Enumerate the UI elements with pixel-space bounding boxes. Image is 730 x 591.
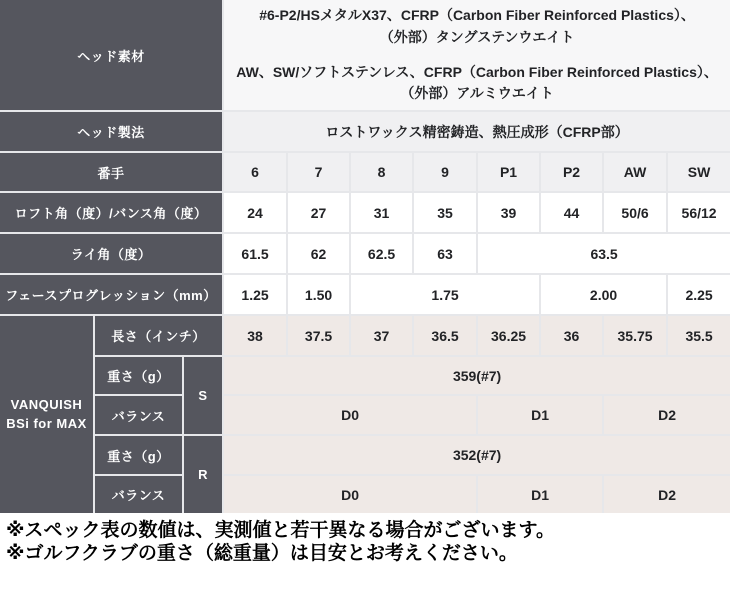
cell-balance-r: D0 (223, 475, 477, 513)
cell-face-progression: 2.25 (667, 274, 730, 315)
cell-balance-s: D2 (603, 395, 730, 435)
cell-face-progression-merged: 1.75 (350, 274, 540, 315)
cell-balance-s: D0 (223, 395, 477, 435)
cell-length: 36.5 (413, 315, 477, 356)
cell-balance-s: D1 (477, 395, 603, 435)
cell-loft: 56/12 (667, 192, 730, 233)
row-label-head-material: ヘッド素材 (0, 0, 223, 111)
cell-lie: 61.5 (223, 233, 287, 274)
head-material-iron-line1: #6-P2/HSメタルX37、CFRP（Carbon Fiber Reinforced Plastics）、 (259, 7, 695, 24)
row-label-lie: ライ角（度） (0, 233, 223, 274)
cell-club: 9 (413, 152, 477, 192)
cell-head-material (223, 0, 730, 111)
cell-loft: 35 (413, 192, 477, 233)
cell-lie: 63 (413, 233, 477, 274)
cell-face-progression: 1.50 (287, 274, 350, 315)
cell-weight-s: 359(#7) (223, 356, 730, 395)
row-label-balance-s: バランス (94, 395, 183, 435)
shaft-name-cell (0, 315, 94, 513)
flex-s-cell: S (183, 356, 223, 435)
row-label-loft-bounce: ロフト角（度）/バンス角（度） (0, 192, 223, 233)
cell-club: P1 (477, 152, 540, 192)
cell-loft: 50/6 (603, 192, 667, 233)
cell-club: AW (603, 152, 667, 192)
shaft-name-line2: BSi for MAX (6, 415, 87, 431)
row-label-length: 長さ（インチ） (94, 315, 223, 356)
cell-balance-r: D1 (477, 475, 603, 513)
cell-lie: 62.5 (350, 233, 413, 274)
cell-loft: 44 (540, 192, 603, 233)
cell-face-progression: 1.25 (223, 274, 287, 315)
row-label-weight-s: 重さ（g） (94, 356, 183, 395)
cell-loft: 24 (223, 192, 287, 233)
cell-club: P2 (540, 152, 603, 192)
footnote-spec-variance: ※スペック表の数値は、実測値と若干異なる場合がございます。 (6, 520, 555, 541)
cell-length: 35.5 (667, 315, 730, 356)
cell-loft: 39 (477, 192, 540, 233)
cell-loft: 27 (287, 192, 350, 233)
footnote-total-weight: ※ゴルフクラブの重さ（総重量）は目安とお考えください。 (6, 543, 518, 565)
cell-length: 37 (350, 315, 413, 356)
cell-club: 6 (223, 152, 287, 192)
row-label-clubs: 番手 (0, 152, 223, 192)
cell-length: 35.75 (603, 315, 667, 356)
cell-length: 36 (540, 315, 603, 356)
cell-lie: 62 (287, 233, 350, 274)
head-material-iron (224, 3, 730, 50)
row-label-balance-r: バランス (94, 475, 183, 513)
cell-weight-r: 352(#7) (223, 435, 730, 475)
head-material-wedge (224, 60, 730, 107)
cell-length: 38 (223, 315, 287, 356)
cell-club: SW (667, 152, 730, 192)
cell-head-method: ロストワックス精密鋳造、熱圧成形（CFRP部） (223, 111, 730, 152)
cell-length: 36.25 (477, 315, 540, 356)
footnotes (0, 513, 730, 565)
row-label-weight-r: 重さ（g） (94, 435, 183, 475)
cell-face-progression-merged: 2.00 (540, 274, 667, 315)
flex-r-cell: R (183, 435, 223, 513)
cell-length: 37.5 (287, 315, 350, 356)
cell-loft: 31 (350, 192, 413, 233)
shaft-name-line1: VANQUISH (10, 396, 83, 412)
cell-club: 7 (287, 152, 350, 192)
row-label-face-progression: フェースプログレッション（mm） (0, 274, 223, 315)
row-label-head-method: ヘッド製法 (0, 111, 223, 152)
head-material-wedge-line2: （外部）アルミウエイト (400, 85, 554, 102)
head-material-iron-line2: （外部）タングステンウエイト (379, 28, 575, 45)
head-material-wedge-line1: AW、SW/ソフトステンレス、CFRP（Carbon Fiber Reinforced Plastics）、 (236, 63, 718, 80)
cell-club: 8 (350, 152, 413, 192)
cell-lie-merged: 63.5 (477, 233, 730, 274)
cell-balance-r: D2 (603, 475, 730, 513)
